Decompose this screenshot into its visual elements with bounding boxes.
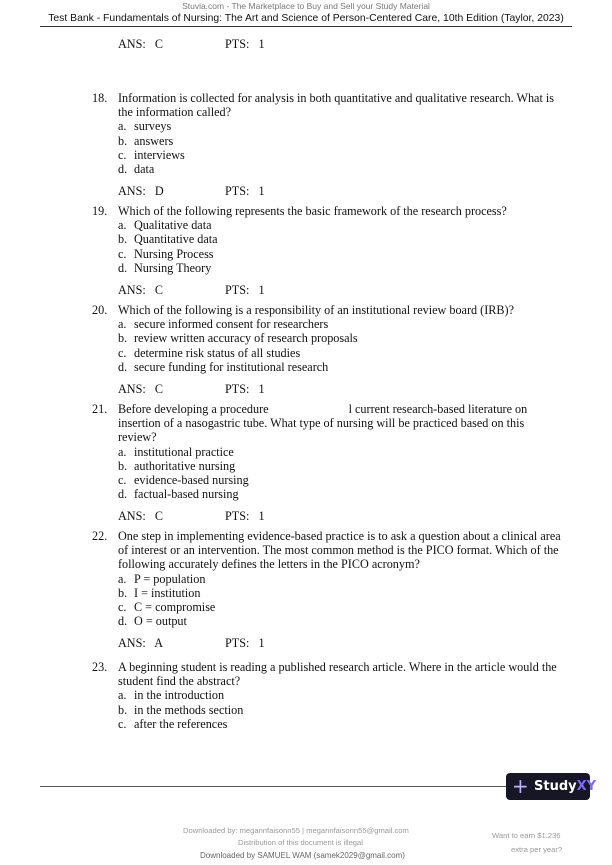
distribution-notice: Distribution of this document is illegal: [238, 838, 363, 847]
answer-option: [118, 162, 562, 176]
earn-promo[interactable]: Want to earn $1.236: [492, 831, 561, 840]
option-text: P = population: [134, 571, 206, 586]
question-number: 18.: [92, 91, 108, 105]
answer: ANS: C: [118, 283, 164, 298]
option-text: authoritative nursing: [134, 458, 236, 473]
answer: ANS: C: [118, 382, 164, 397]
plus-icon: +: [512, 774, 529, 798]
option-text: Qualitative data: [134, 218, 212, 233]
option-text: secure funding for institutional research: [134, 359, 329, 374]
question-20: [92, 303, 562, 396]
option-letter: a.: [118, 571, 127, 586]
answer-option: [118, 600, 562, 614]
option-letter: b.: [118, 133, 128, 148]
option-letter: d.: [118, 359, 128, 374]
answer-option: [118, 346, 562, 360]
answer-line: [118, 184, 562, 198]
option-text: determine risk status of all studies: [134, 345, 301, 360]
logo-text-accent: XY: [576, 779, 597, 794]
question-text: Which of the following is a responsibility of an institutional review board (IRB)?: [118, 303, 515, 317]
answer-option: [118, 218, 562, 232]
watermark: Stuvia.com - The Marketplace to Buy and Sell your Study Material: [182, 1, 430, 11]
option-text: interviews: [134, 147, 185, 162]
answer-line: [118, 37, 265, 51]
downloaded-by-2: Downloaded by SAMUEL WAM (samek2029@gmail.com): [200, 851, 405, 860]
option-letter: c.: [118, 345, 127, 360]
answer-option: [118, 119, 562, 133]
option-text: factual-based nursing: [134, 487, 239, 502]
answer-option: [118, 360, 562, 374]
answer-option: [118, 688, 562, 702]
option-letter: b.: [118, 331, 128, 346]
question-number: 23.: [92, 660, 108, 674]
answer-option: [118, 586, 562, 600]
question-text: One step in implementing evidence-based practice is to ask a question about a clinical area of interest or an intervention. The most common method is the PICO format. Which of the following accurately defines the letters in the PICO acronym?: [118, 529, 561, 572]
footer-divider: [40, 786, 508, 787]
earn-promo-2[interactable]: extra per year?: [511, 845, 563, 854]
question-number: 20.: [92, 303, 108, 317]
points: PTS: 1: [225, 37, 265, 51]
answer-line: [118, 382, 562, 396]
option-text: secure informed consent for researchers: [134, 317, 329, 332]
answer: ANS: C: [118, 37, 164, 51]
answer: ANS: A: [118, 636, 164, 651]
option-letter: b.: [118, 585, 128, 600]
question-22: [92, 529, 562, 650]
answer-option: [118, 473, 562, 487]
option-letter: a.: [118, 317, 127, 332]
question-number: 22.: [92, 529, 108, 543]
answer-option: [118, 717, 562, 731]
answer-line: [118, 283, 562, 297]
option-letter: a.: [118, 444, 127, 459]
question-text: Information is collected for analysis in both quantitative and qualitative research. What is the information called?: [118, 91, 555, 120]
option-letter: c.: [118, 600, 127, 615]
question-text: A beginning student is reading a published research article. Where in the article would the student find the abstract?: [118, 660, 557, 689]
points: PTS: 1: [225, 382, 265, 397]
answer-option: [118, 134, 562, 148]
answer: ANS: D: [118, 184, 164, 199]
option-text: in the methods section: [134, 702, 244, 717]
option-text: in the introduction: [134, 688, 225, 703]
question-18: [92, 91, 562, 198]
answer-line: [118, 636, 562, 650]
answer-option: [118, 317, 562, 331]
option-letter: d.: [118, 260, 128, 275]
question-number: 19.: [92, 204, 108, 218]
question-text: Which of the following represents the basic framework of the research process?: [118, 204, 507, 218]
points: PTS: 1: [225, 636, 265, 651]
page-header: Test Bank - Fundamentals of Nursing: The Art and Science of Person-Centered Care, 10th Edition (Taylor, 2023): [40, 13, 572, 27]
option-text: institutional practice: [134, 444, 234, 459]
option-letter: d.: [118, 614, 128, 629]
answer-line: [118, 509, 562, 523]
option-text: data: [134, 162, 155, 177]
option-letter: c.: [118, 147, 127, 162]
answer-option: [118, 572, 562, 586]
answer-option: [118, 614, 562, 628]
answer-option: [118, 487, 562, 501]
answer-option: [118, 703, 562, 717]
option-letter: a.: [118, 688, 127, 703]
option-text: I = institution: [134, 585, 201, 600]
option-text: answers: [134, 133, 174, 148]
question-number: 21.: [92, 402, 108, 416]
points: PTS: 1: [225, 184, 265, 199]
answer-option: [118, 261, 562, 275]
question-23: [92, 660, 562, 731]
question-text-part: Before developing a procedure: [118, 402, 269, 416]
option-letter: b.: [118, 702, 128, 717]
option-letter: a.: [118, 218, 127, 233]
question-text-part: l current research-based literature on insertion of a nasogastric tube. What type of nursing will be practiced based on this review?: [118, 402, 528, 445]
answer-option: [118, 148, 562, 162]
option-letter: b.: [118, 232, 128, 247]
option-text: Nursing Process: [134, 246, 214, 261]
answer-option: [118, 247, 562, 261]
points: PTS: 1: [225, 283, 265, 298]
option-text: Nursing Theory: [134, 260, 212, 275]
option-text: surveys: [134, 119, 172, 134]
option-letter: c.: [118, 716, 127, 731]
points: PTS: 1: [225, 509, 265, 524]
option-letter: c.: [118, 473, 127, 488]
question-text: [118, 402, 562, 445]
answer-option: [118, 459, 562, 473]
option-letter: c.: [118, 246, 127, 261]
studyxy-logo[interactable]: [506, 773, 597, 800]
answer: ANS: C: [118, 509, 164, 524]
answer-option: [118, 445, 562, 459]
option-text: review written accuracy of research proposals: [134, 331, 358, 346]
option-text: evidence-based nursing: [134, 473, 249, 488]
option-text: after the references: [134, 716, 228, 731]
option-text: Quantitative data: [134, 232, 218, 247]
option-text: C = compromise: [134, 600, 216, 615]
option-letter: d.: [118, 487, 128, 502]
logo-text: Study: [534, 779, 577, 794]
answer-option: [118, 331, 562, 345]
option-letter: b.: [118, 458, 128, 473]
answer-option: [118, 232, 562, 246]
downloaded-by: Downloaded by: megannfaisonn55 | megannfaisonn55@gmail.com: [183, 826, 409, 835]
question-21: [92, 402, 562, 523]
question-19: [92, 204, 562, 297]
option-text: O = output: [134, 614, 187, 629]
option-letter: a.: [118, 119, 127, 134]
option-letter: d.: [118, 162, 128, 177]
